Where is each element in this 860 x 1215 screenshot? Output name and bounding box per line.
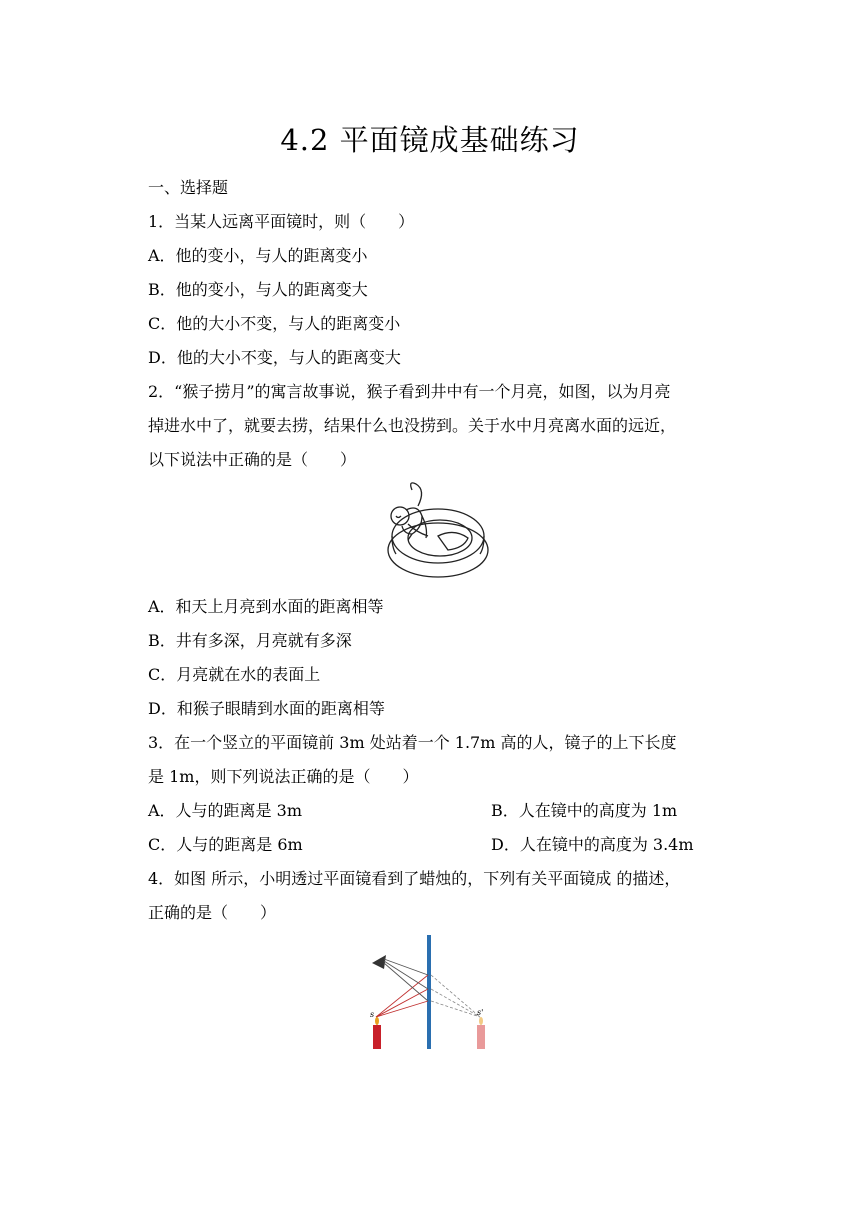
q1-option-c: C．他的大小不变，与人的距离变小	[148, 314, 401, 333]
q2-option-d: D．和猴子眼睛到水面的距离相等	[148, 699, 385, 718]
q3-stem-line-2: 是 1m，则下列说法正确的是（ ）	[148, 767, 419, 786]
candle-icon	[373, 1017, 381, 1049]
q2-stem-line-1: 2．“猴子捞月”的寓言故事说，猴子看到井中有一个月亮，如图，以为月亮	[148, 382, 671, 401]
q3-option-b: B．人在镜中的高度为 1m	[491, 801, 678, 820]
q1-stem: 1．当某人远离平面镜时，则（ ）	[148, 212, 415, 231]
mirror-candle-figure	[364, 935, 496, 1053]
q3-option-c: C．人与的距离是 6m	[148, 835, 303, 854]
q2-stem-line-3: 以下说法中正确的是（ ）	[148, 450, 357, 469]
q3-option-a: A．人与的距离是 3m	[148, 801, 302, 820]
q2-option-c: C．月亮就在水的表面上	[148, 665, 321, 684]
q2-option-b: B．井有多深，月亮就有多深	[148, 631, 352, 650]
label-s-prime: s'	[477, 1008, 484, 1017]
eye-icon	[372, 955, 386, 969]
q3-stem-line-1: 3．在一个竖立的平面镜前 3m 处站着一个 1.7m 高的人，镜子的上下长度	[148, 733, 677, 752]
section-heading: 一、选择题	[148, 178, 229, 197]
virtual-candle-icon	[477, 1017, 485, 1049]
q3-option-d: D．人在镜中的高度为 3.4m	[491, 835, 694, 854]
q2-stem-line-2: 掉进水中了，就要去捞，结果什么也没捞到。关于水中月亮离水面的远近，	[148, 416, 677, 435]
q4-stem-line-2: 正确的是（ ）	[148, 903, 277, 922]
monkey-well-figure	[378, 476, 490, 582]
q1-option-b: B．他的变小，与人的距离变大	[148, 280, 368, 299]
q4-stem-line-1: 4．如图 所示，小明透过平面镜看到了蜡烛的，下列有关平面镜成 的描述，	[148, 869, 681, 888]
q2-option-a: A．和天上月亮到水面的距离相等	[148, 597, 384, 616]
page-title: 4.2 平面镜成基础练习	[280, 123, 580, 157]
q1-option-a: A．他的变小，与人的距离变小	[148, 246, 368, 265]
q1-option-d: D．他的大小不变，与人的距离变大	[148, 348, 401, 367]
label-s: s	[370, 1010, 375, 1019]
